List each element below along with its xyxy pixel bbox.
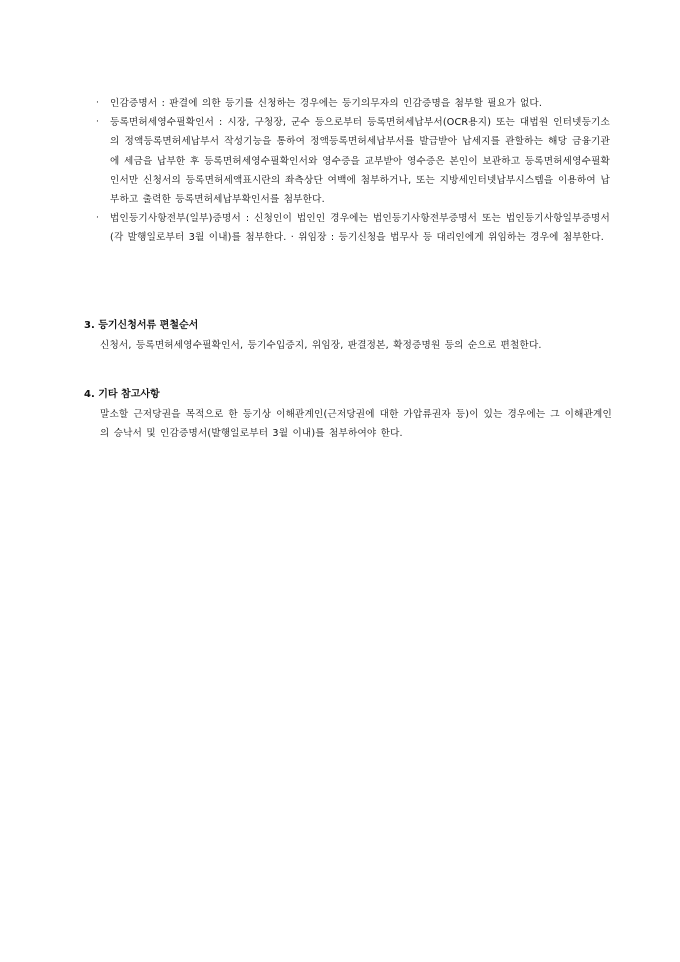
section-heading: 4. 기타 참고사항 — [84, 389, 160, 400]
attachment-notes-list — [90, 94, 610, 248]
section-filing-order — [84, 318, 612, 355]
bullet-mark: · — [96, 213, 100, 224]
section-other-notes — [84, 387, 612, 443]
bullet-mark: · — [96, 117, 100, 128]
list-item-text: 법인등기사항전부(일부)증명서 : 신청인이 법인인 경우에는 법인등기사항전부증명서 또는 법인등기사항일부증명서(각 발행일로부터 3월 이내)를 첨부한다. · 위임장 : 등기신청을 법무사 등 대리인에게 위임하는 경우에 첨부한다. — [110, 213, 610, 244]
section-body: 신청서, 등록면허세영수필확인서, 등기수입증지, 위임장, 판결정본, 확정증명원 등의 순으로 편철한다. — [100, 340, 542, 351]
list-item-corporate-registry-certificate — [90, 209, 610, 247]
list-item-text: 인감증명서 : 판결에 의한 등기를 신청하는 경우에는 등기의무자의 인감증명을 첨부할 필요가 없다. — [110, 98, 543, 109]
section-heading: 3. 등기신청서류 편철순서 — [84, 320, 199, 331]
section-body: 말소할 근저당권을 목적으로 한 등기상 이해관계인(근저당권에 대한 가압류권자 등)이 있는 경우에는 그 이해관계인의 승낙서 및 인감증명서(발행일로부터 3월 이내)를 첨부하여야 한다. — [100, 409, 612, 440]
list-item-seal-certificate — [90, 94, 610, 113]
list-item-text: 등록면허세영수필확인서 : 시장, 구청장, 군수 등으로부터 등록면허세납부서(OCR용지) 또는 대법원 인터넷등기소의 정액등록면허세납부서 작성기능을 통하여 정액등록면허세납부서를 발급받아 납세지를 관할하는 해당 금융기관에 세금을 납부한 후 등록면허세영수필확인서와 영수증을 교부받아 영수증은 본인이 보관하고 등록면허세영수필확인서만 신청서의 등록면허세액표시란의 좌측상단 여백에 첨부하거나, 또는 지방세인터넷납부시스템을 이용하여 납부하고 출력한 등록면허세납부확인서를 첨부한다. — [110, 117, 610, 206]
bullet-mark: · — [96, 98, 100, 108]
list-item-registration-tax-receipt — [90, 113, 610, 209]
